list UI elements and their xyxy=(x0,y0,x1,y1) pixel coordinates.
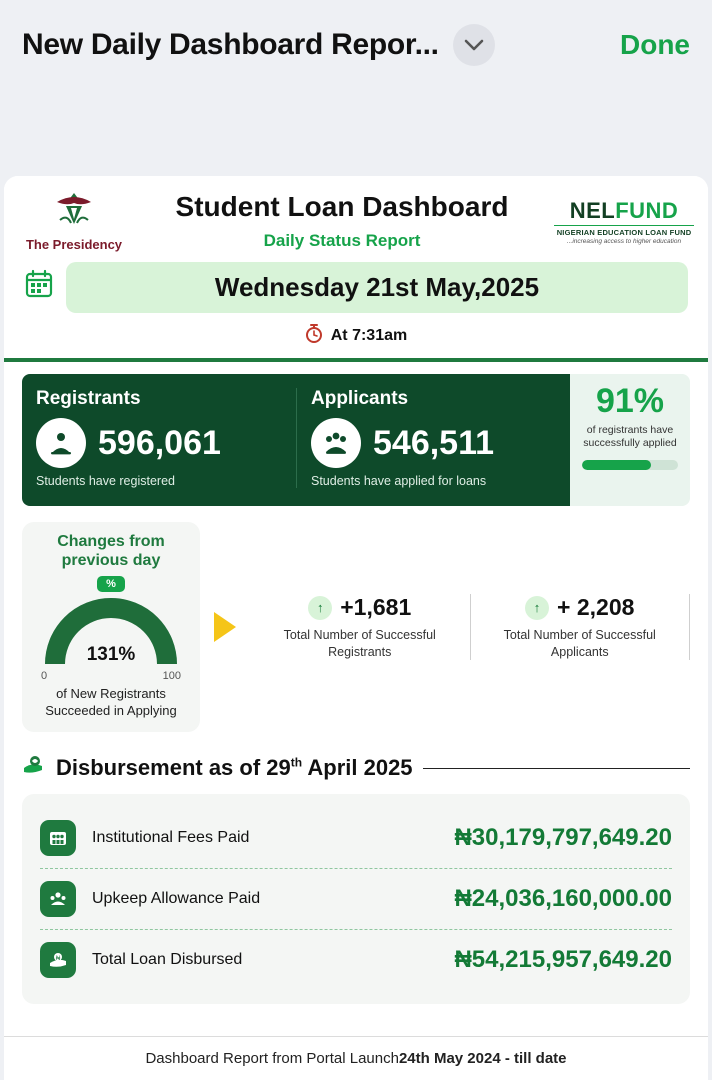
play-arrow-icon xyxy=(214,612,236,642)
row-amount: ₦30,179,797,649.20 xyxy=(454,824,672,852)
logo-subtitle: NIGERIAN EDUCATION LOAN FUND xyxy=(554,225,694,237)
report-time: At 7:31am xyxy=(330,326,408,344)
gauge-scale-max: 100 xyxy=(162,670,181,683)
gauge-value: 131% xyxy=(86,644,136,666)
row-label: Institutional Fees Paid xyxy=(92,829,250,847)
delta-registrants xyxy=(250,594,470,660)
delta-registrants-caption: Total Number of Successful Registrants xyxy=(283,628,436,659)
report-footer xyxy=(4,1036,708,1080)
calendar-icon xyxy=(24,269,54,306)
disbursement-table xyxy=(22,794,690,1004)
stat-percentage-caption: of registrants have successfully applied xyxy=(583,424,677,450)
chevron-down-icon[interactable] xyxy=(453,24,495,66)
hand-leaf-icon xyxy=(22,754,46,782)
stat-applicants xyxy=(296,388,570,488)
changes-section xyxy=(22,522,690,732)
gauge-scale-min: 0 xyxy=(41,670,48,683)
delta-applicants-caption: Total Number of Successful Applicants xyxy=(503,628,656,659)
gauge-card xyxy=(22,522,200,732)
table-row xyxy=(40,868,672,929)
time-row xyxy=(18,323,694,358)
date-row xyxy=(18,262,694,313)
institution-icon xyxy=(40,820,76,856)
report-title: Student Loan Dashboard xyxy=(175,191,509,222)
stat-percentage-bar xyxy=(582,460,678,470)
stopwatch-icon xyxy=(305,323,323,348)
percent-chip: % xyxy=(97,576,125,592)
disbursement-header xyxy=(22,754,690,782)
logo-tagline: ...increasing access to higher education xyxy=(566,237,682,245)
nelfund-logo xyxy=(554,198,694,245)
arrow-up-icon: ↑ xyxy=(308,596,332,620)
delta-applicants xyxy=(470,594,690,660)
people-registered-icon xyxy=(36,418,86,468)
logo-nel: NEL xyxy=(569,197,616,223)
upkeep-icon xyxy=(40,881,76,917)
title-rule xyxy=(423,768,690,769)
stat-applicants-caption: Students have applied for loans xyxy=(311,474,487,488)
stat-registrants xyxy=(22,388,296,488)
coat-of-arms-icon xyxy=(18,190,130,235)
gauge-title: Changes from previous day xyxy=(57,533,165,570)
stat-applicants-title: Applicants xyxy=(311,388,409,409)
report-card xyxy=(4,176,708,1080)
report-subtitle: Daily Status Report xyxy=(263,231,421,250)
people-applied-icon xyxy=(311,418,361,468)
gauge-chart xyxy=(41,594,181,668)
presidency-block xyxy=(18,190,130,252)
delta-registrants-value: +1,681 xyxy=(340,594,412,621)
done-button[interactable]: Done xyxy=(620,29,690,60)
hand-money-icon xyxy=(40,942,76,978)
footer-text: Dashboard Report from Portal Launch xyxy=(145,1050,399,1067)
row-label: Total Loan Disbursed xyxy=(92,951,243,969)
disbursement-title: Disbursement as of 29th April 2025 xyxy=(56,755,413,781)
row-amount: ₦54,215,957,649.20 xyxy=(454,946,672,974)
page-title: New Daily Dashboard Repor... xyxy=(22,28,439,61)
table-row xyxy=(40,929,672,990)
stat-percentage xyxy=(570,374,690,506)
arrow-up-icon: ↑ xyxy=(525,596,549,620)
section-divider xyxy=(4,358,708,362)
row-label: Upkeep Allowance Paid xyxy=(92,890,261,908)
stat-percentage-value: 91% xyxy=(595,382,665,420)
logo-fund: FUND xyxy=(615,197,679,223)
top-bar xyxy=(0,0,712,90)
report-header xyxy=(4,176,708,358)
report-date: Wednesday 21st May,2025 xyxy=(66,262,688,313)
stat-registrants-caption: Students have registered xyxy=(36,474,175,488)
row-amount: ₦24,036,160,000.00 xyxy=(454,885,672,913)
presidency-label: The Presidency xyxy=(25,237,123,252)
stat-applicants-value: 546,511 xyxy=(373,424,495,462)
stat-registrants-title: Registrants xyxy=(36,388,141,409)
footer-range: 24th May 2024 - till date xyxy=(398,1050,567,1067)
table-row xyxy=(40,808,672,868)
delta-applicants-value: + 2,208 xyxy=(557,594,635,621)
gauge-caption: of New Registrants Succeeded in Applying xyxy=(45,686,177,719)
stat-registrants-value: 596,061 xyxy=(98,424,221,462)
stats-banner xyxy=(22,374,690,506)
svg-text:₦: ₦ xyxy=(55,956,61,963)
